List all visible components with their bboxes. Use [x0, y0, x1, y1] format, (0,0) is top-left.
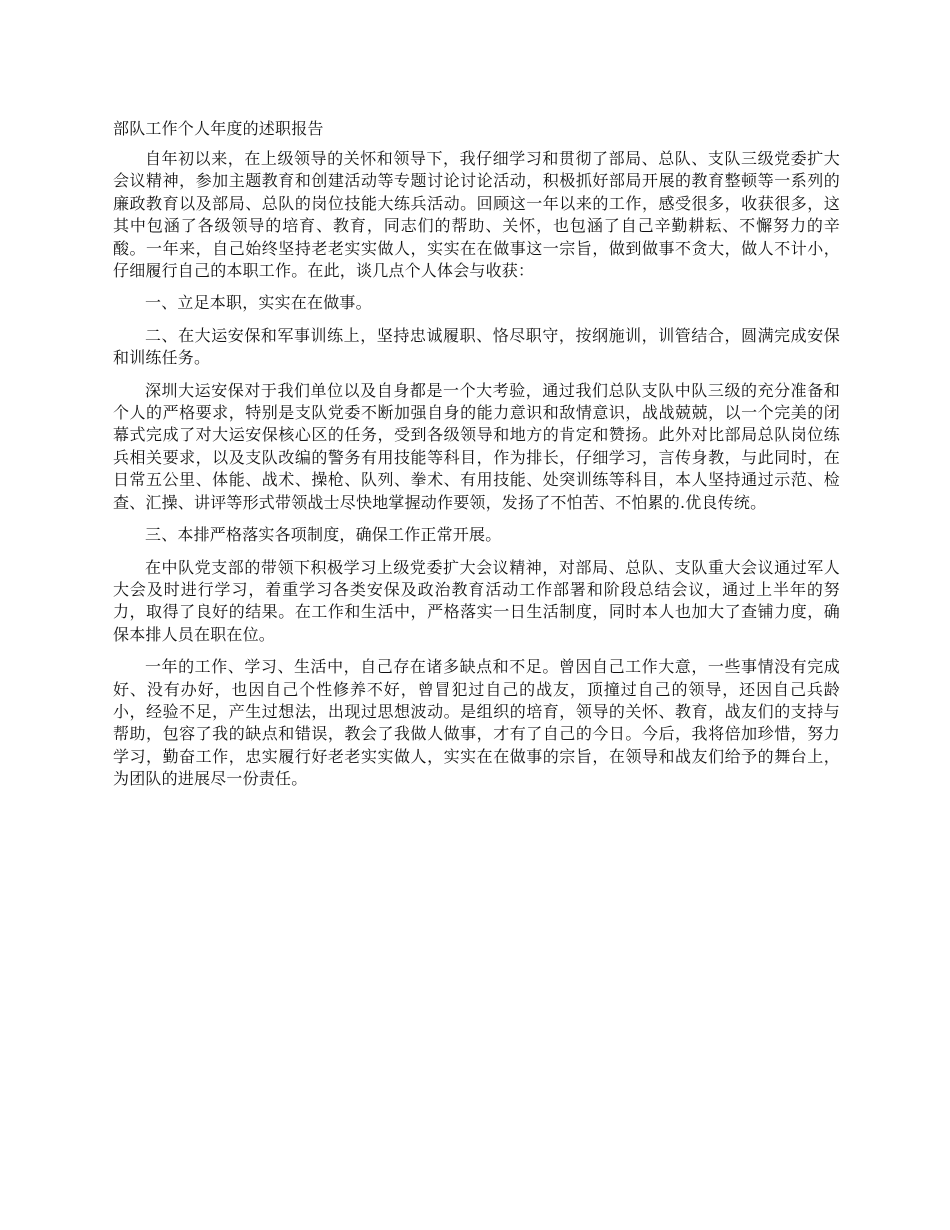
document-title: 部队工作个人年度的述职报告	[113, 119, 324, 138]
paragraph-party-study: 在中队党支部的带领下积极学习上级党委扩大会议精神，对部局、总队、支队重大会议通过军人大会及时进行学习，着重学习各类安保及政治教育活动工作部署和阶段总结会议，通过上半年的努力，取得了良好的结果。在工作和生活中，严格落实一日生活制度，同时本人也加大了查铺力度，确保本排人员在职在位。	[113, 557, 840, 644]
paragraph-heading-2: 二、在大运安保和军事训练上，坚持忠诚履职、恪尽职守，按纲施训，训管结合，圆满完成安保和训练任务。	[113, 325, 840, 368]
paragraph-security-training: 深圳大运安保对于我们单位以及自身都是一个大考验，通过我们总队支队中队三级的充分准备和个人的严格要求，特别是支队党委不断加强自身的能力意识和敌情意识，战战兢兢，以一个完美的闭幕式完成了对大运安保核心区的任务，受到各级领导和地方的肯定和赞扬。此外对比部局总队岗位练兵相关要求，以及支队改编的警务有用技能等科目，作为排长，仔细学习，言传身教，与此同时，在日常五公里、体能、战术、操枪、队列、拳术、有用技能、处突训练等科目，本人坚持通过示范、检查、汇操、讲评等形式带领战士尽快地掌握动作要领，发扬了不怕苦、不怕累的.优良传统。	[113, 380, 840, 512]
paragraph-heading-3: 三、本排严格落实各项制度，确保工作正常开展。	[145, 525, 502, 545]
paragraph-intro: 自年初以来，在上级领导的关怀和领导下，我仔细学习和贯彻了部局、总队、支队三级党委扩大会议精神，参加主题教育和创建活动等专题讨论讨论活动，积极抓好部局开展的教育整顿等一系列的廉政教育以及部局、总队的岗位技能大练兵活动。回顾这一年以来的工作，感受很多，收获很多，这其中包涵了各级领导的培育、教育，同志们的帮助、关怀，也包涵了自己辛勤耕耘、不懈努力的辛酸。一年来，自己始终坚持老老实实做人，实实在在做事这一宗旨，做到做事不贪大，做人不计小，仔细履行自己的本职工作。在此，谈几点个人体会与收获：	[113, 149, 840, 281]
paragraph-heading-1: 一、立足本职，实实在在做事。	[145, 293, 372, 313]
paragraph-reflection: 一年的工作、学习、生活中，自己存在诸多缺点和不足。曾因自己工作大意，一些事情没有完成好、没有办好，也因自己个性修养不好，曾冒犯过自己的战友，顶撞过自己的领导，还因自己兵龄小，经验不足，产生过想法，出现过思想波动。是组织的培育，领导的关怀、教育，战友们的支持与帮助，包容了我的缺点和错误，教会了我做人做事，才有了自己的今日。今后，我将倍加珍惜，努力学习，勤奋工作，忠实履行好老老实实做人，实实在在做事的宗旨，在领导和战友们给予的舞台上，为团队的进展尽一份责任。	[113, 657, 840, 789]
document-page	[113, 118, 840, 801]
